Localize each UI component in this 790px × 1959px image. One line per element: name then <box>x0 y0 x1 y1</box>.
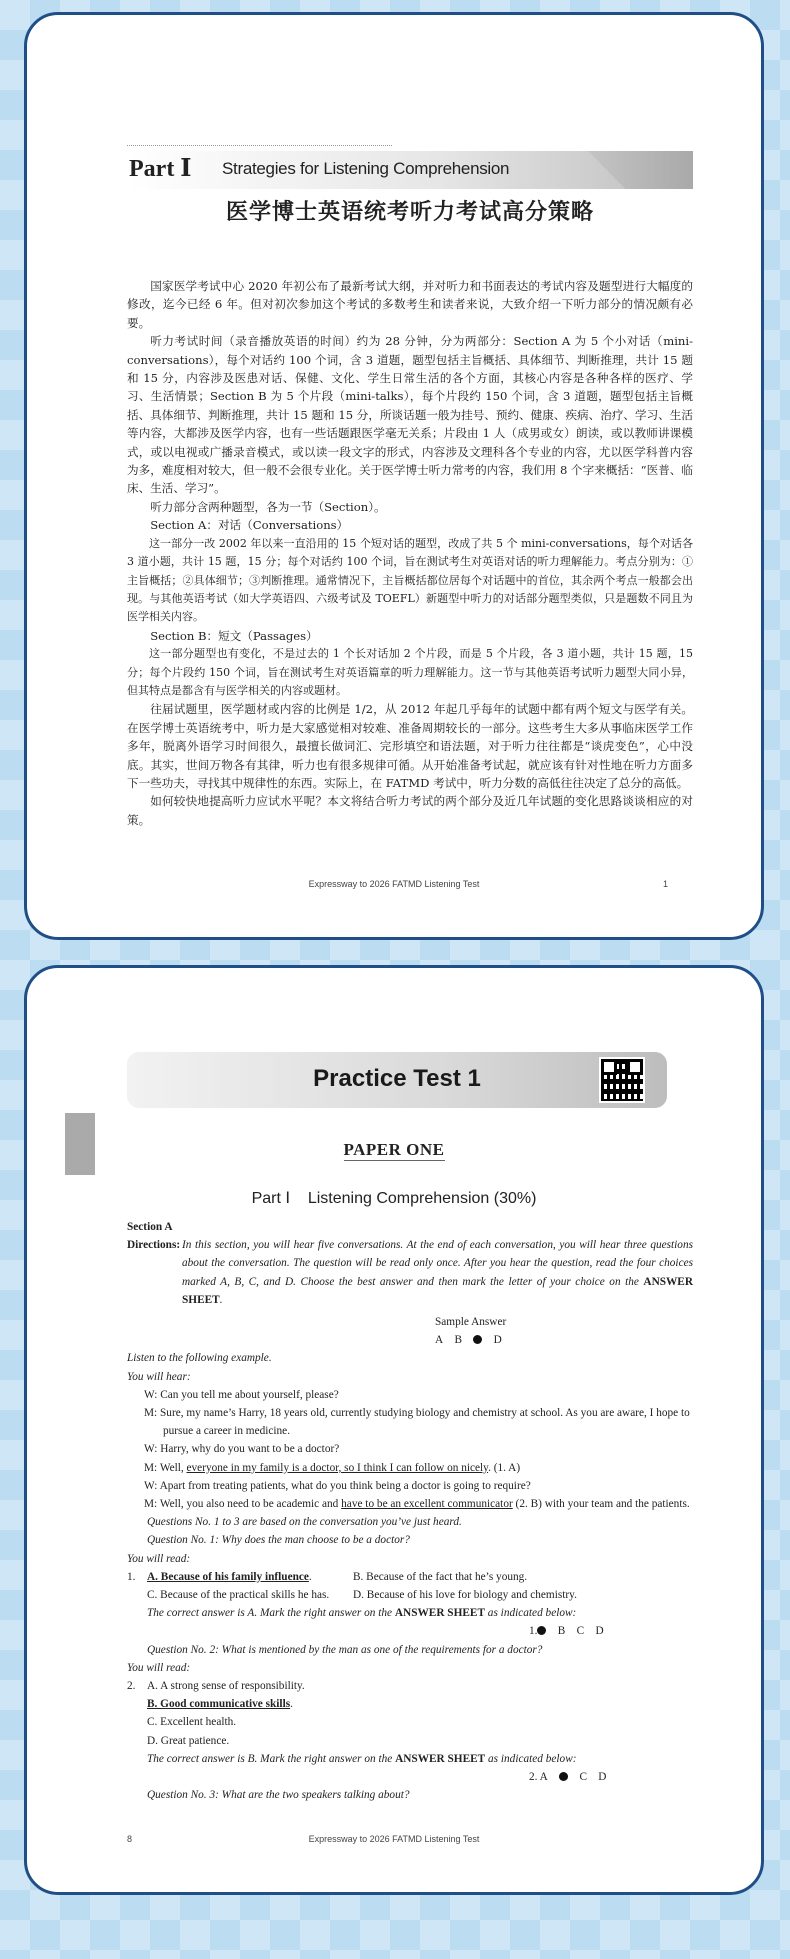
intro-paragraph: 这一部分题型也有变化，不是过去的 1 个长对话加 2 个片段，而是 5 个片段，各 3 道小题，共计 15 题，15 分；每个片段约 150 个词，旨在测试考生对英语篇章的听力理解能力。这一节与其他英语考试听力题型大同小异，但其特点是都含有与医学相关的内容或题材。 <box>127 647 693 697</box>
directions-post: . <box>219 1293 223 1306</box>
part-heading: Part Ⅰ Listening Comprehension (30%) <box>251 1190 537 1207</box>
underlined-key-phrase: have to be an excellent communicator <box>341 1498 513 1511</box>
answer-2-number: 2. A <box>529 1771 548 1784</box>
dialogue-text: Well, <box>159 1461 187 1474</box>
correct-b-pre: The correct answer is B. Mark the right answer on the <box>147 1752 396 1765</box>
correct-a-pre: The correct answer is A. Mark the right answer on the <box>147 1607 395 1620</box>
option-1c[interactable]: C. Because of the practical skills he has. <box>147 1589 330 1602</box>
correct-answer-b-note <box>147 1750 693 1768</box>
filled-bubble-icon <box>537 1626 546 1635</box>
option-2b-tail: . <box>290 1698 293 1711</box>
answer-2-row <box>529 1768 693 1786</box>
speaker-label: M: <box>144 1461 158 1474</box>
part-header <box>127 137 693 185</box>
chinese-title: 医学博士英语统考听力考试高分策略 <box>225 200 594 225</box>
question-1-options-cd <box>127 1586 693 1604</box>
question-2-text: Question No. 2: What is mentioned by the man as one of the requirements for a doctor? <box>147 1643 543 1656</box>
option-1b[interactable]: B. Because of the fact that he’s young. <box>353 1570 528 1583</box>
option-2a-row <box>127 1677 693 1695</box>
intro-paragraph: 如何较快地提高听力应试水平呢？本文将结合听力考试的两个部分及近几年试题的变化思路谈谈相应的对策。 <box>127 794 693 827</box>
speaker-label: M: <box>144 1407 158 1420</box>
practice-test-title: Practice Test 1 <box>313 1065 481 1092</box>
correct-answer-a-note <box>147 1604 693 1622</box>
intro-paragraph: Section B：短文（Passages） <box>150 628 318 643</box>
sample-letter-d: D <box>493 1334 502 1347</box>
practice-test-banner <box>127 1052 667 1108</box>
listen-example: Listen to the following example. <box>127 1352 272 1365</box>
paper-title-text: PAPER ONE <box>343 1140 445 1159</box>
sample-answer-row <box>435 1331 693 1349</box>
dialogue-text: (2. B) with your team and the patients. <box>512 1498 690 1511</box>
you-will-read-2: You will read: <box>127 1661 191 1674</box>
answer-1-letter-c: C <box>576 1625 585 1638</box>
dialogue-text: Harry, why do you want to be a doctor? <box>160 1443 340 1456</box>
directions-text <box>182 1236 693 1309</box>
dialogue-line <box>144 1386 693 1404</box>
underlined-key-phrase: everyone in my family is a doctor, so I think I can follow on nicely <box>186 1461 489 1474</box>
page-number: 1 <box>663 879 669 889</box>
section-label: Section A <box>127 1221 173 1233</box>
sample-letter-b: B <box>454 1334 463 1347</box>
option-1a[interactable]: A. Because of his family influence <box>147 1570 309 1583</box>
qr-code-icon[interactable] <box>599 1057 645 1103</box>
answer-sheet-term-3: ANSWER SHEET <box>395 1752 486 1765</box>
intro-paragraph: 听力考试时间（录音播放英语的时间）约为 28 分钟，分为两部分：Section A 为 5 个小对话（mini-conversations），每个对话约 100 个词，含 3 道题，题型包括主旨概括、具体细节、判断推理，共计 15 题和 15 分，内容涉及医患对话、保健、文化、学生日常生活的各个方面，其核心内容是各种各样的医疗、学习、生活情景；Section B 为 5 个片段（mini-talks），每个片段约 150 个词，含 3 道题，题型包括主旨概括、具体细节、判断推理，共计 15 题和 15 分，所谈话题一般为挂号、预约、健康、疾病、治疗、学习、生活等内容，大都涉及医学内容，也有一些话题跟医学毫无关系；片段由 1 人（成男或女）朗读，或以教师讲课模式，或以电视或广播录音模式，或以读一段文字的形式，内容涉及文理科各个专业的内容，尤以医学科普内容为多，难度相对较大，但一般不会很专业化。关于医学博士听力常考的内容，我们用 8 个字来概括：“医普、临床、生活、学习”。 <box>127 334 693 496</box>
speaker-label: W: <box>144 1443 158 1456</box>
dialogue-text: Apart from treating patients, what do you think being a doctor is going to require? <box>159 1479 531 1492</box>
answer-sheet-term: ANSWER SHEET <box>182 1275 693 1306</box>
answer-1-letter-b: B <box>557 1625 566 1638</box>
you-will-hear: You will hear: <box>127 1370 191 1383</box>
dialogue-text: Sure, my name’s Harry, 18 years old, currently studying biology and chemistry at school. As you are aware, I hope to pursue a career in medicine. <box>160 1407 690 1438</box>
intro-paragraph: Section A：对话（Conversations） <box>150 518 349 533</box>
option-2b-row <box>147 1695 693 1713</box>
intro-paragraph: 这一部分一改 2002 年以来一直沿用的 15 个短对话的题型，改成了共 5 个 mini-conversations，每个对话各 3 道小题，共计 15 题，15 分；每个对话约 100 个词，旨在测试考生对英语对话的听力理解能力。考点分别为：①主旨概括；②具体细节；③判断推理。通常情况下，主旨概括都位居每个对话题中的首位，其余两个考点一般都会出现。与其他英语考试（如大学英语四、六级考试及 TOEFL）新题型中听力的对话部分题型类似，只是题数不同且为医学相关内容。 <box>127 536 693 624</box>
option-2c[interactable]: C. Excellent health. <box>147 1716 237 1729</box>
question-1-text: Question No. 1: Why does the man choose to be a doctor? <box>147 1534 410 1547</box>
answer-1-number: 1. <box>529 1625 538 1638</box>
speaker-label: W: <box>144 1479 158 1492</box>
directions-label: Directions: <box>127 1239 181 1252</box>
part-label: Part Ⅰ <box>129 156 192 182</box>
footer-text: Expressway to 2026 FATMD Listening Test <box>308 879 480 889</box>
dialogue <box>127 1386 693 1513</box>
question-1-number: 1. <box>127 1570 136 1583</box>
page-one-sheet <box>24 12 764 940</box>
dialogue-text: . (1. A) <box>488 1461 521 1474</box>
directions <box>127 1236 693 1309</box>
questions-based-note: Questions No. 1 to 3 are based on the conversation you’ve just heard. <box>147 1516 462 1529</box>
sample-letter-a: A <box>435 1334 444 1347</box>
dialogue-line <box>144 1459 693 1477</box>
page-two-sheet <box>24 965 764 1895</box>
dialogue-line <box>144 1440 693 1458</box>
part-title: Strategies for Listening Comprehension <box>222 159 510 178</box>
filled-bubble-icon <box>473 1335 482 1344</box>
option-2d[interactable]: D. Great patience. <box>147 1734 230 1747</box>
sample-answer-label: Sample Answer <box>435 1316 507 1329</box>
question-2-number: 2. <box>127 1680 136 1693</box>
intro-paragraph: 往届试题里，医学题材或内容的比例是 1/2，从 2012 年起几乎每年的试题中都有两个短文与医学有关。在医学博士英语统考中，听力是大家感觉相对较难、准备周期较长的一部分。这些考生大多从事临床医学工作多年，脱离外语学习时间很久，最擅长做词汇、完形填空和语法题，对于听力往往都是“谈虎变色”，心中没底。其实，世间万物各有其律，听力也有很多规律可循。从开始准备考试起，就应该有针对性地在听力方面多下一些功夫，寻找其中规律性的东西。实际上，在 FATMD 考试中，听力分数的高低往往决定了总分的高低。 <box>127 702 693 790</box>
dialogue-text: Well, you also need to be academic and <box>159 1498 342 1511</box>
intro-paragraph: 听力部分含两种题型，各为一节（Section）。 <box>150 499 386 514</box>
test-body <box>127 1218 693 1805</box>
dialogue-line <box>144 1404 693 1440</box>
filled-bubble-icon <box>559 1772 568 1781</box>
directions-pre: In this section, you will hear five conversations. At the end of each conversation, you will hear three questions about the conversation. The question will be read only once. After you hear the question, read the four choices marked A, B, C, and D. Choose the best answer and then mark the letter of your choice on the <box>182 1239 693 1288</box>
answer-2-letter-d: D <box>598 1771 607 1784</box>
option-1a-tail: . <box>308 1570 312 1583</box>
answer-sheet-term-2: ANSWER SHEET <box>394 1607 485 1620</box>
dialogue-line <box>144 1477 693 1495</box>
page-number-2: 8 <box>127 1834 133 1844</box>
correct-a-post: as indicated below: <box>484 1607 577 1620</box>
speaker-label: W: <box>144 1388 158 1401</box>
correct-b-post: as indicated below: <box>485 1752 577 1765</box>
dotted-rule <box>127 145 392 146</box>
you-will-read: You will read: <box>127 1552 191 1565</box>
intro-paragraph: 国家医学考试中心 2020 年初公布了最新考试大纲，并对听力和书面表达的考试内容及题型进行大幅度的修改，迄今已经 6 年。但对初次参加这个考试的多数考生和读者来说，大致介绍一下听力部分的情况颇有必要。 <box>127 279 693 330</box>
option-2b[interactable]: B. Good communicative skills <box>147 1698 291 1711</box>
option-2a[interactable]: A. A strong sense of responsibility. <box>147 1680 305 1693</box>
speaker-label: M: <box>144 1498 158 1511</box>
question-1-options-ab <box>127 1568 693 1586</box>
intro-body <box>127 277 693 829</box>
footer-text-2: Expressway to 2026 FATMD Listening Test <box>308 1834 480 1844</box>
answer-1-letter-d: D <box>595 1625 604 1638</box>
paper-title <box>27 1140 761 1160</box>
question-3-text: Question No. 3: What are the two speakers talking about? <box>147 1789 410 1802</box>
option-1d[interactable]: D. Because of his love for biology and chemistry. <box>353 1589 577 1602</box>
dialogue-line <box>144 1495 693 1513</box>
answer-2-letter-c: C <box>579 1771 587 1784</box>
dialogue-text: Can you tell me about yourself, please? <box>160 1388 339 1401</box>
answer-1-row <box>529 1622 693 1640</box>
